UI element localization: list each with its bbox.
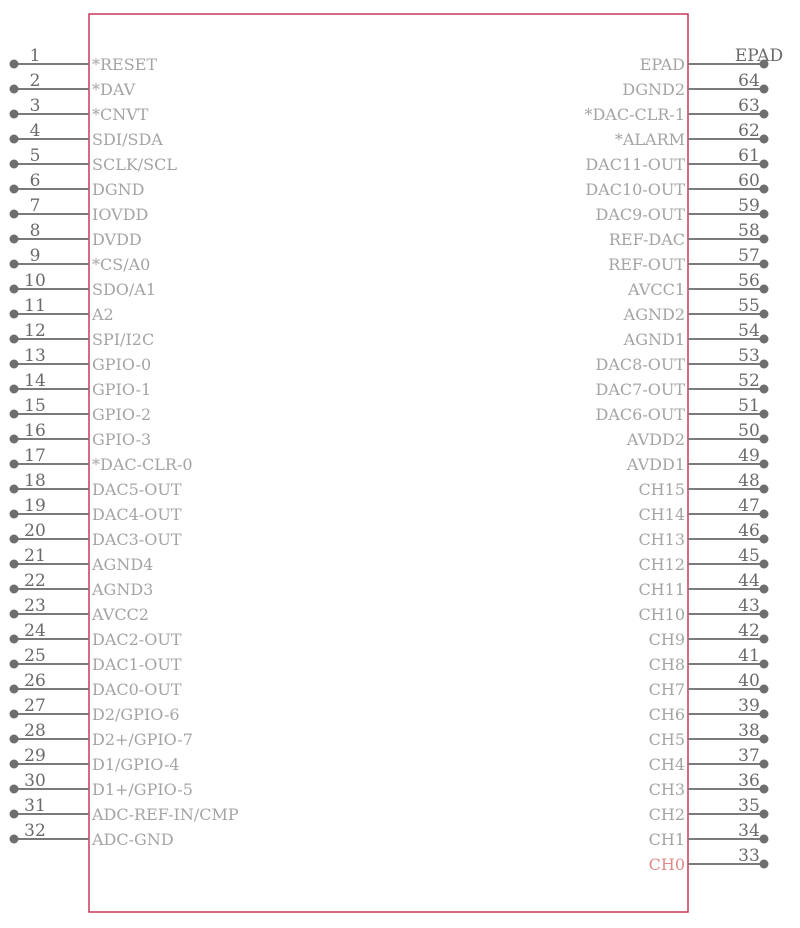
pin-name: AVCC2 bbox=[92, 605, 149, 624]
right-pin bbox=[638, 596, 768, 624]
right-pin bbox=[649, 771, 769, 799]
pin-number: 1 bbox=[29, 46, 41, 66]
left-pin bbox=[10, 521, 182, 549]
right-pin bbox=[622, 71, 768, 99]
left-pin bbox=[10, 321, 155, 349]
pin-terminal-dot bbox=[760, 585, 769, 594]
pin-number: 52 bbox=[738, 371, 760, 391]
pin-number: 10 bbox=[24, 271, 46, 291]
pin-name: CH12 bbox=[638, 555, 685, 574]
pin-name: *DAV bbox=[92, 80, 136, 99]
left-pin bbox=[10, 296, 114, 324]
pin-number: EPAD bbox=[734, 46, 784, 66]
pin-name: GPIO-0 bbox=[92, 355, 152, 374]
pin-name: REF-OUT bbox=[608, 255, 685, 274]
pin-number: 29 bbox=[24, 746, 46, 766]
pin-number: 13 bbox=[24, 346, 46, 366]
pin-name: DAC3-OUT bbox=[92, 530, 182, 549]
left-pin bbox=[10, 621, 182, 649]
left-pin bbox=[10, 571, 154, 599]
pin-terminal-dot bbox=[760, 810, 769, 819]
pin-terminal-dot bbox=[10, 785, 19, 794]
pin-terminal-dot bbox=[10, 660, 19, 669]
pin-terminal-dot bbox=[760, 560, 769, 569]
pin-number: 51 bbox=[738, 396, 760, 416]
right-pin bbox=[638, 471, 768, 499]
right-pin bbox=[649, 796, 769, 824]
pin-name: *DAC-CLR-1 bbox=[584, 105, 685, 124]
pin-number: 20 bbox=[24, 521, 46, 541]
pin-name: CH9 bbox=[648, 630, 685, 649]
left-pin bbox=[10, 71, 136, 99]
pin-name: *ALARM bbox=[614, 130, 685, 149]
pin-name: SPI/I2C bbox=[92, 330, 155, 349]
right-pin bbox=[623, 321, 769, 349]
pin-name: D1/GPIO-4 bbox=[92, 755, 180, 774]
pin-terminal-dot bbox=[760, 160, 769, 169]
left-pin bbox=[10, 246, 151, 274]
left-pin bbox=[10, 271, 157, 299]
pin-terminal-dot bbox=[10, 760, 19, 769]
left-pin bbox=[10, 821, 174, 849]
pin-number: 37 bbox=[738, 746, 760, 766]
right-pin bbox=[640, 46, 783, 74]
left-pin bbox=[10, 446, 193, 474]
pin-terminal-dot bbox=[10, 85, 19, 94]
pin-terminal-dot bbox=[10, 560, 19, 569]
pin-name: DAC8-OUT bbox=[595, 355, 685, 374]
left-pin bbox=[10, 46, 158, 74]
right-pin bbox=[584, 96, 768, 124]
pin-number: 6 bbox=[29, 171, 41, 191]
pin-terminal-dot bbox=[10, 110, 19, 119]
left-pin bbox=[10, 221, 142, 249]
pin-number: 3 bbox=[29, 96, 41, 116]
pin-terminal-dot bbox=[10, 435, 19, 444]
pin-terminal-dot bbox=[760, 85, 769, 94]
pin-number: 39 bbox=[738, 696, 760, 716]
right-pin bbox=[649, 746, 769, 774]
pin-name: CH2 bbox=[648, 805, 685, 824]
right-pin-group bbox=[584, 46, 783, 874]
pin-terminal-dot bbox=[760, 385, 769, 394]
pin-terminal-dot bbox=[10, 710, 19, 719]
right-pin bbox=[627, 271, 768, 299]
pin-name: CH7 bbox=[648, 680, 685, 699]
pin-name: DVDD bbox=[92, 230, 142, 249]
pin-terminal-dot bbox=[760, 660, 769, 669]
pin-number: 32 bbox=[24, 821, 46, 841]
pin-name: AGND4 bbox=[92, 555, 154, 574]
left-pin bbox=[10, 396, 152, 424]
pin-name: AVDD2 bbox=[626, 430, 685, 449]
pin-terminal-dot bbox=[760, 185, 769, 194]
pin-number: 11 bbox=[24, 296, 46, 316]
pin-number: 23 bbox=[24, 596, 46, 616]
pin-name: DAC7-OUT bbox=[595, 380, 685, 399]
pin-name: SDO/A1 bbox=[92, 280, 157, 299]
pin-terminal-dot bbox=[10, 60, 19, 69]
pin-number: 61 bbox=[738, 146, 760, 166]
pin-number: 63 bbox=[738, 96, 760, 116]
pin-number: 44 bbox=[738, 571, 760, 591]
right-pin bbox=[585, 146, 768, 174]
right-pin bbox=[649, 821, 769, 849]
pin-number: 36 bbox=[738, 771, 760, 791]
pin-number: 7 bbox=[29, 196, 41, 216]
left-pin bbox=[10, 96, 149, 124]
pin-name: DAC10-OUT bbox=[585, 180, 685, 199]
right-pin bbox=[626, 446, 769, 474]
left-pin bbox=[10, 671, 182, 699]
pin-number: 49 bbox=[738, 446, 760, 466]
pin-terminal-dot bbox=[10, 310, 19, 319]
pin-number: 60 bbox=[738, 171, 760, 191]
pin-number: 30 bbox=[24, 771, 46, 791]
pin-number: 59 bbox=[738, 196, 760, 216]
pin-number: 9 bbox=[29, 246, 41, 266]
right-pin bbox=[649, 671, 769, 699]
pin-terminal-dot bbox=[760, 760, 769, 769]
pin-name: SCLK/SCL bbox=[92, 155, 177, 174]
left-pin bbox=[10, 746, 180, 774]
right-pin bbox=[649, 721, 769, 749]
pin-terminal-dot bbox=[760, 360, 769, 369]
pin-name: *CS/A0 bbox=[92, 255, 151, 274]
pin-terminal-dot bbox=[760, 710, 769, 719]
pin-name: AGND1 bbox=[623, 330, 685, 349]
right-pin bbox=[626, 421, 769, 449]
pin-number: 21 bbox=[24, 546, 46, 566]
pin-number: 5 bbox=[29, 146, 41, 166]
pin-name: CH14 bbox=[638, 505, 685, 524]
pin-name: CH6 bbox=[648, 705, 685, 724]
pin-number: 42 bbox=[738, 621, 760, 641]
right-pin bbox=[623, 296, 769, 324]
pin-terminal-dot bbox=[760, 735, 769, 744]
pin-number: 47 bbox=[738, 496, 760, 516]
left-pin bbox=[10, 421, 152, 449]
right-pin bbox=[649, 646, 769, 674]
pin-terminal-dot bbox=[10, 160, 19, 169]
pin-number: 62 bbox=[738, 121, 760, 141]
pin-number: 45 bbox=[738, 546, 760, 566]
right-pin bbox=[596, 371, 769, 399]
pin-terminal-dot bbox=[760, 335, 769, 344]
pin-name: ADC-GND bbox=[92, 830, 174, 849]
pin-terminal-dot bbox=[760, 135, 769, 144]
pin-number: 22 bbox=[24, 571, 46, 591]
pin-name: SDI/SDA bbox=[92, 130, 163, 149]
right-pin bbox=[615, 121, 769, 149]
right-pin bbox=[596, 196, 769, 224]
right-pin bbox=[638, 546, 768, 574]
pin-number: 55 bbox=[738, 296, 760, 316]
pin-terminal-dot bbox=[10, 510, 19, 519]
pin-terminal-dot bbox=[760, 510, 769, 519]
pin-number: 34 bbox=[738, 821, 760, 841]
pin-terminal-dot bbox=[10, 460, 19, 469]
right-pin bbox=[638, 521, 768, 549]
pin-terminal-dot bbox=[10, 385, 19, 394]
left-pin bbox=[10, 771, 193, 799]
pin-number: 38 bbox=[738, 721, 760, 741]
pin-terminal-dot bbox=[10, 835, 19, 844]
pin-number: 54 bbox=[738, 321, 760, 341]
pin-name: AGND3 bbox=[92, 580, 154, 599]
left-pin bbox=[10, 796, 239, 824]
pin-name: D2/GPIO-6 bbox=[92, 705, 180, 724]
pin-terminal-dot bbox=[760, 110, 769, 119]
right-pin bbox=[638, 571, 768, 599]
pin-terminal-dot bbox=[10, 360, 19, 369]
pin-terminal-dot bbox=[10, 235, 19, 244]
pin-name: IOVDD bbox=[92, 205, 149, 224]
pin-terminal-dot bbox=[760, 485, 769, 494]
pin-number: 19 bbox=[24, 496, 46, 516]
pin-name: DAC11-OUT bbox=[585, 155, 685, 174]
pin-terminal-dot bbox=[760, 635, 769, 644]
pin-name: CH4 bbox=[648, 755, 685, 774]
pin-name: AGND2 bbox=[623, 305, 685, 324]
pin-number: 56 bbox=[738, 271, 760, 291]
pin-terminal-dot bbox=[10, 585, 19, 594]
left-pin bbox=[10, 346, 152, 374]
pin-number: 15 bbox=[24, 396, 46, 416]
pin-name: ADC-REF-IN/CMP bbox=[92, 805, 239, 824]
pin-terminal-dot bbox=[10, 610, 19, 619]
pin-number: 12 bbox=[24, 321, 46, 341]
pin-name: DGND bbox=[92, 180, 145, 199]
pin-name: DAC5-OUT bbox=[92, 480, 182, 499]
pin-name: CH8 bbox=[648, 655, 685, 674]
pin-terminal-dot bbox=[10, 210, 19, 219]
pin-terminal-dot bbox=[10, 410, 19, 419]
pin-number: 64 bbox=[738, 71, 760, 91]
pin-number: 16 bbox=[24, 421, 46, 441]
pin-terminal-dot bbox=[10, 260, 19, 269]
pin-number: 28 bbox=[24, 721, 46, 741]
right-pin bbox=[638, 496, 768, 524]
pin-number: 35 bbox=[738, 796, 760, 816]
pin-number: 31 bbox=[24, 796, 46, 816]
right-pin bbox=[596, 396, 769, 424]
pin-terminal-dot bbox=[10, 135, 19, 144]
pin-terminal-dot bbox=[760, 235, 769, 244]
pin-name: DAC6-OUT bbox=[595, 405, 685, 424]
pin-name: GPIO-2 bbox=[92, 405, 152, 424]
pin-terminal-dot bbox=[760, 285, 769, 294]
pin-number: 18 bbox=[24, 471, 46, 491]
left-pin-group bbox=[10, 46, 239, 849]
pin-name: *DAC-CLR-0 bbox=[92, 455, 193, 474]
pin-terminal-dot bbox=[10, 535, 19, 544]
pin-name: CH15 bbox=[638, 480, 685, 499]
pin-number: 27 bbox=[24, 696, 46, 716]
right-pin bbox=[585, 171, 768, 199]
pin-number: 53 bbox=[738, 346, 760, 366]
pin-terminal-dot bbox=[760, 835, 769, 844]
pin-number: 26 bbox=[24, 671, 46, 691]
pin-number: 25 bbox=[24, 646, 46, 666]
pin-name: *RESET bbox=[92, 55, 158, 74]
pin-terminal-dot bbox=[760, 460, 769, 469]
pin-terminal-dot bbox=[760, 260, 769, 269]
pin-terminal-dot bbox=[10, 485, 19, 494]
pin-terminal-dot bbox=[760, 435, 769, 444]
left-pin bbox=[10, 721, 193, 749]
pin-name: GPIO-3 bbox=[92, 430, 152, 449]
pin-name: CH1 bbox=[648, 830, 685, 849]
pin-terminal-dot bbox=[760, 860, 769, 869]
pin-terminal-dot bbox=[10, 735, 19, 744]
right-pin bbox=[649, 846, 769, 874]
pin-terminal-dot bbox=[10, 335, 19, 344]
pin-name: CH10 bbox=[638, 605, 685, 624]
pin-terminal-dot bbox=[760, 685, 769, 694]
pin-terminal-dot bbox=[10, 285, 19, 294]
left-pin bbox=[10, 471, 182, 499]
pin-number: 4 bbox=[29, 121, 41, 141]
pin-name: A2 bbox=[92, 305, 114, 324]
pin-terminal-dot bbox=[10, 685, 19, 694]
left-pin bbox=[10, 171, 145, 199]
pin-name: CH11 bbox=[638, 580, 685, 599]
pin-name: AVDD1 bbox=[626, 455, 685, 474]
pin-number: 41 bbox=[738, 646, 760, 666]
pin-name: EPAD bbox=[639, 55, 685, 74]
pin-name: DAC0-OUT bbox=[92, 680, 182, 699]
pin-terminal-dot bbox=[10, 635, 19, 644]
pin-number: 17 bbox=[24, 446, 46, 466]
pin-name: CH5 bbox=[648, 730, 685, 749]
left-pin bbox=[10, 496, 182, 524]
pin-name: AVCC1 bbox=[628, 280, 685, 299]
pin-name: D1+/GPIO-5 bbox=[92, 780, 193, 799]
pin-number: 14 bbox=[24, 371, 46, 391]
pin-name: DAC2-OUT bbox=[92, 630, 182, 649]
pin-terminal-dot bbox=[760, 210, 769, 219]
pin-terminal-dot bbox=[10, 185, 19, 194]
left-pin bbox=[10, 196, 149, 224]
pin-number: 46 bbox=[738, 521, 760, 541]
pin-number: 40 bbox=[738, 671, 760, 691]
pin-name: DGND2 bbox=[622, 80, 685, 99]
pin-number: 2 bbox=[29, 71, 41, 91]
pin-number: 24 bbox=[24, 621, 46, 641]
right-pin bbox=[649, 696, 769, 724]
pin-terminal-dot bbox=[760, 535, 769, 544]
pin-number: 50 bbox=[738, 421, 760, 441]
pin-name: D2+/GPIO-7 bbox=[92, 730, 193, 749]
pin-name: CH13 bbox=[638, 530, 685, 549]
left-pin bbox=[10, 646, 182, 674]
left-pin bbox=[10, 696, 180, 724]
pin-name: DAC9-OUT bbox=[595, 205, 685, 224]
pin-name: DAC1-OUT bbox=[92, 655, 182, 674]
pin-number: 48 bbox=[738, 471, 760, 491]
left-pin bbox=[10, 546, 154, 574]
pin-number: 33 bbox=[738, 846, 760, 866]
pin-name: GPIO-1 bbox=[92, 380, 152, 399]
pin-terminal-dot bbox=[760, 410, 769, 419]
pin-number: 43 bbox=[738, 596, 760, 616]
left-pin bbox=[10, 596, 149, 624]
pin-terminal-dot bbox=[760, 610, 769, 619]
left-pin bbox=[10, 121, 164, 149]
pin-name: REF-DAC bbox=[608, 230, 685, 249]
pin-terminal-dot bbox=[10, 810, 19, 819]
left-pin bbox=[10, 371, 152, 399]
pin-name: CH3 bbox=[648, 780, 685, 799]
pin-terminal-dot bbox=[760, 310, 769, 319]
right-pin bbox=[596, 346, 769, 374]
left-pin bbox=[10, 146, 178, 174]
pin-terminal-dot bbox=[760, 785, 769, 794]
pin-name: *CNVT bbox=[92, 105, 149, 124]
right-pin bbox=[649, 621, 769, 649]
pin-number: 58 bbox=[738, 221, 760, 241]
pin-name: DAC4-OUT bbox=[92, 505, 182, 524]
pin-number: 57 bbox=[738, 246, 760, 266]
pin-name: CH0 bbox=[648, 855, 685, 874]
pin-number: 8 bbox=[29, 221, 41, 241]
